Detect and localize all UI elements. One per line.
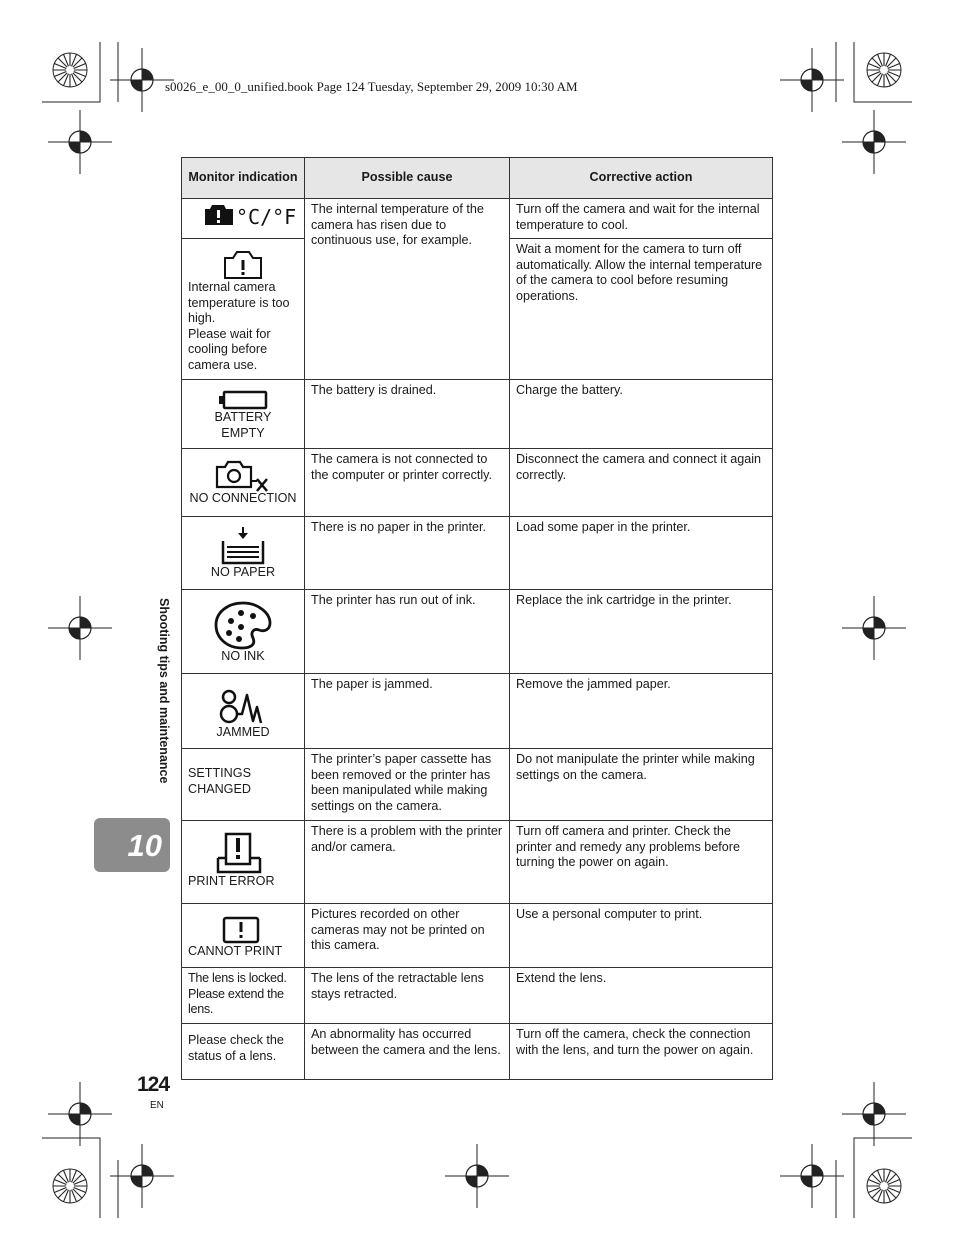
table-row — [182, 968, 773, 1024]
troubleshooting-table — [181, 157, 773, 1080]
svg-text:°C/°F: °C/°F — [236, 205, 297, 229]
table-row — [182, 821, 773, 904]
monitor-label: Internal camera temperature is too high. Please wait for cooling before camera use. — [188, 280, 290, 372]
action-cell: Wait a moment for the camera to turn off automatically. Allow the internal temperature of the camera to cool before resuming operations. — [510, 239, 773, 380]
table-row — [182, 517, 773, 590]
action-cell: Use a personal computer to print. — [510, 904, 773, 968]
monitor-cell — [182, 199, 305, 239]
table-row — [182, 674, 773, 749]
cannot-print-icon — [222, 916, 260, 944]
monitor-cell — [182, 749, 305, 821]
monitor-cell — [182, 968, 305, 1024]
action-cell: Do not manipulate the printer while making settings on the camera. — [510, 749, 773, 821]
header-monitor-indication: Monitor indication — [182, 158, 305, 199]
monitor-label: Please check the status of a lens. — [188, 1033, 284, 1063]
monitor-cell — [182, 380, 305, 449]
book-header: s0026_e_00_0_unified.book Page 124 Tuesday, September 29, 2009 10:30 AM — [165, 79, 578, 94]
battery-empty-icon — [218, 390, 268, 410]
table-row — [182, 749, 773, 821]
cause-cell: There is no paper in the printer. — [305, 517, 510, 590]
cause-cell: An abnormality has occurred between the camera and the lens. — [305, 1024, 510, 1080]
monitor-label: The lens is locked. Please extend the lens. — [188, 971, 287, 1016]
cause-cell: Pictures recorded on other cameras may not be printed on this camera. — [305, 904, 510, 968]
action-cell: Remove the jammed paper. — [510, 674, 773, 749]
cause-cell: There is a problem with the printer and/or camera. — [305, 821, 510, 904]
chapter-side-label: Shooting tips and maintenance — [157, 598, 171, 784]
action-cell: Replace the ink cartridge in the printer. — [510, 590, 773, 674]
monitor-label: NO PAPER — [210, 565, 276, 579]
action-cell: Turn off the camera and wait for the internal temperature to cool. — [510, 199, 773, 239]
action-cell: Disconnect the camera and connect it again correctly. — [510, 449, 773, 517]
cause-cell: The paper is jammed. — [305, 674, 510, 749]
no-paper-icon — [219, 527, 267, 565]
action-cell: Extend the lens. — [510, 968, 773, 1024]
monitor-label: NO INK — [221, 649, 265, 663]
page-language: EN — [150, 1100, 164, 1111]
header-corrective-action: Corrective action — [510, 158, 773, 199]
cause-cell: The battery is drained. — [305, 380, 510, 449]
monitor-cell — [182, 517, 305, 590]
monitor-label: NO CONNECTION — [189, 491, 297, 505]
table-row — [182, 1024, 773, 1080]
table-header-row — [182, 158, 773, 199]
monitor-cell — [182, 904, 305, 968]
monitor-cell — [182, 674, 305, 749]
action-cell: Load some paper in the printer. — [510, 517, 773, 590]
monitor-cell — [182, 239, 305, 380]
monitor-label: BATTERY EMPTY — [214, 410, 272, 440]
caution-icon — [223, 250, 263, 280]
action-cell: Charge the battery. — [510, 380, 773, 449]
no-ink-icon — [214, 601, 272, 649]
table-row — [182, 904, 773, 968]
header-possible-cause: Possible cause — [305, 158, 510, 199]
monitor-label: SETTINGS CHANGED — [188, 766, 251, 796]
table-row — [182, 199, 773, 239]
table-row — [182, 590, 773, 674]
monitor-label: CANNOT PRINT — [188, 944, 283, 958]
table-row — [182, 449, 773, 517]
monitor-label: JAMMED — [216, 725, 270, 739]
table-row — [182, 380, 773, 449]
monitor-cell — [182, 1024, 305, 1080]
monitor-label: PRINT ERROR — [188, 874, 275, 888]
cause-cell: The internal temperature of the camera has risen due to continuous use, for example. — [305, 199, 510, 380]
page-number: 124 — [137, 1073, 170, 1096]
cause-cell: The camera is not connected to the computer or printer correctly. — [305, 449, 510, 517]
cause-cell: The lens of the retractable lens stays retracted. — [305, 968, 510, 1024]
monitor-cell — [182, 590, 305, 674]
jammed-icon — [220, 687, 266, 725]
temperature-warning-icon — [204, 202, 297, 229]
cause-cell: The printer has run out of ink. — [305, 590, 510, 674]
monitor-cell — [182, 449, 305, 517]
chapter-tab: 10 — [94, 818, 170, 872]
print-error-icon — [216, 832, 262, 874]
action-cell: Turn off the camera, check the connection with the lens, and turn the power on again. — [510, 1024, 773, 1080]
action-cell: Turn off camera and printer. Check the printer and remedy any problems before turning the power on again. — [510, 821, 773, 904]
monitor-cell — [182, 821, 305, 904]
cause-cell: The printer’s paper cassette has been removed or the printer has been manipulated while making settings on the camera. — [305, 749, 510, 821]
no-connection-icon — [213, 459, 273, 491]
